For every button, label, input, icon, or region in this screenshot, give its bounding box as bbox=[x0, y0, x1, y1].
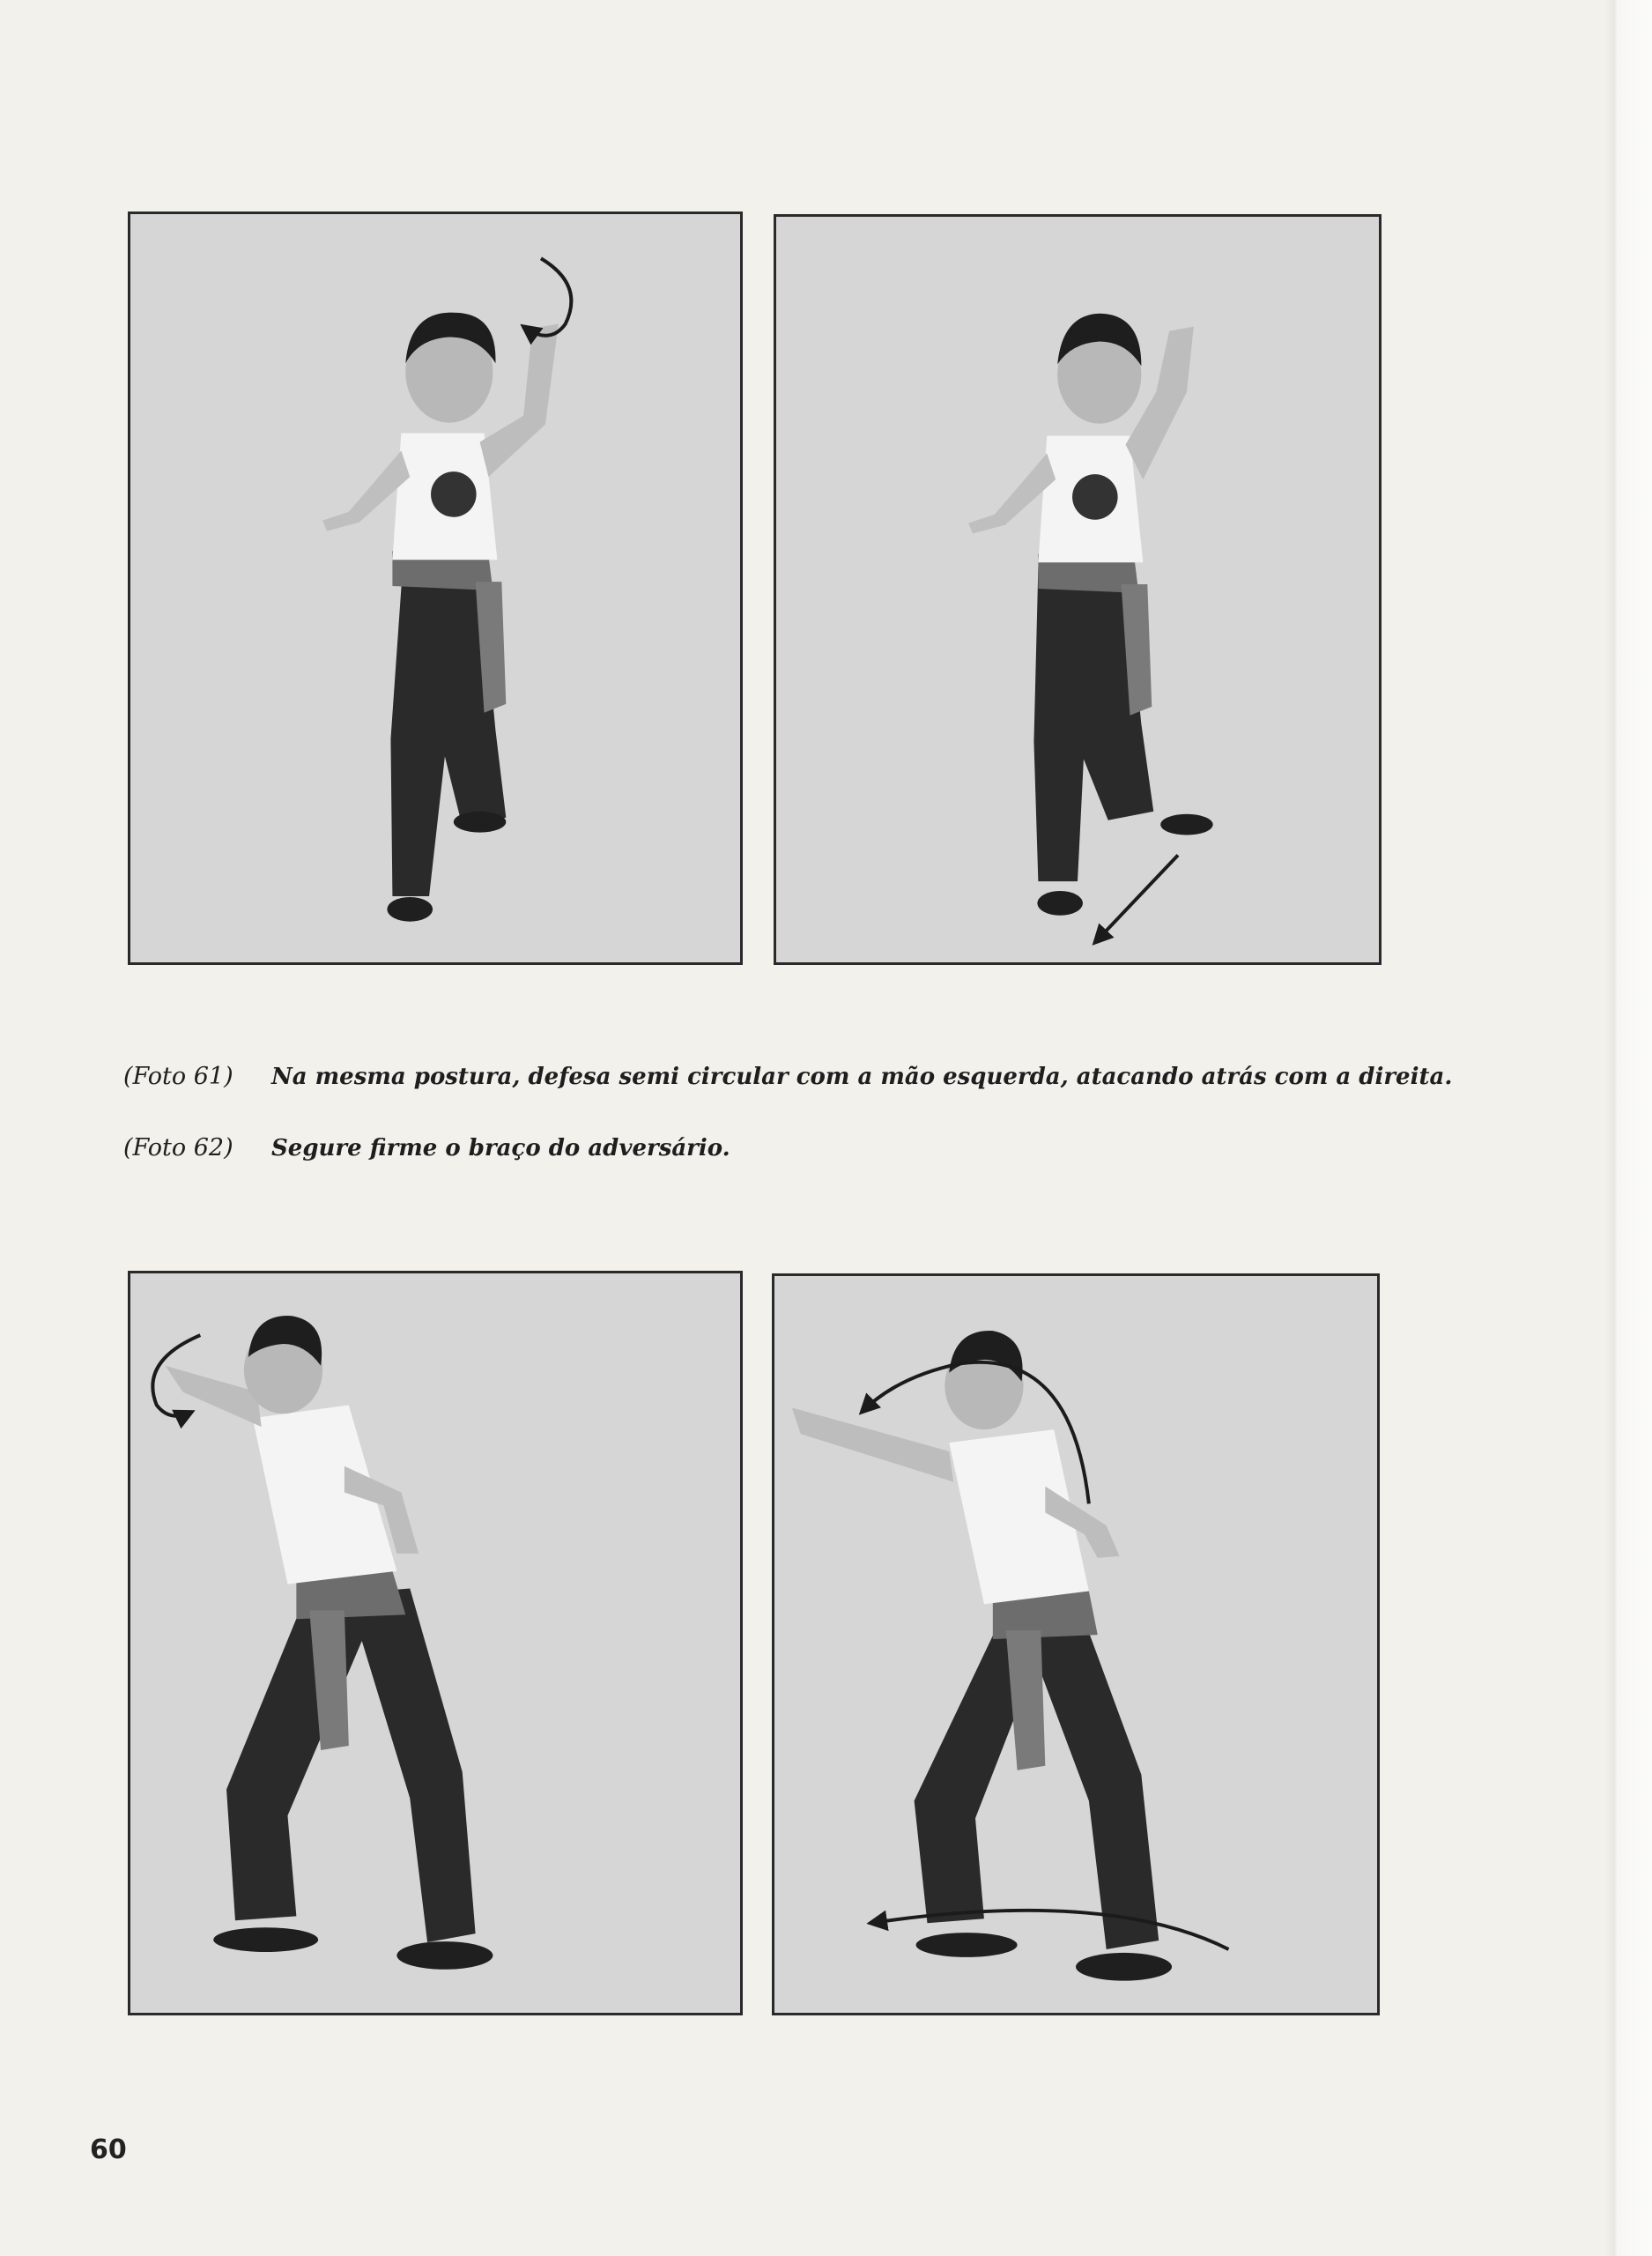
photo-63 bbox=[128, 1271, 743, 2015]
photo-62 bbox=[774, 214, 1382, 965]
caption-text: Segure firme o braço do adversário. bbox=[271, 1135, 730, 1161]
caption-ref: (Foto 62) bbox=[123, 1134, 233, 1161]
photo-64 bbox=[772, 1273, 1380, 2015]
caption-foto-62 bbox=[123, 1134, 1427, 1161]
page-number: 60 bbox=[90, 2134, 127, 2165]
photo-63-figure bbox=[130, 1273, 740, 2013]
photo-64-figure bbox=[774, 1276, 1377, 2013]
caption-ref: (Foto 61) bbox=[123, 1063, 233, 1090]
photo-61 bbox=[128, 212, 743, 965]
caption-text: Na mesma postura, defesa semi circular com a mão esquerda, atacando atrás com a direita. bbox=[271, 1064, 1453, 1090]
photo-61-figure bbox=[130, 214, 740, 962]
page-edge-shadow bbox=[1605, 0, 1652, 2256]
caption-foto-61 bbox=[123, 1063, 1453, 1090]
photo-62-figure bbox=[776, 217, 1379, 962]
